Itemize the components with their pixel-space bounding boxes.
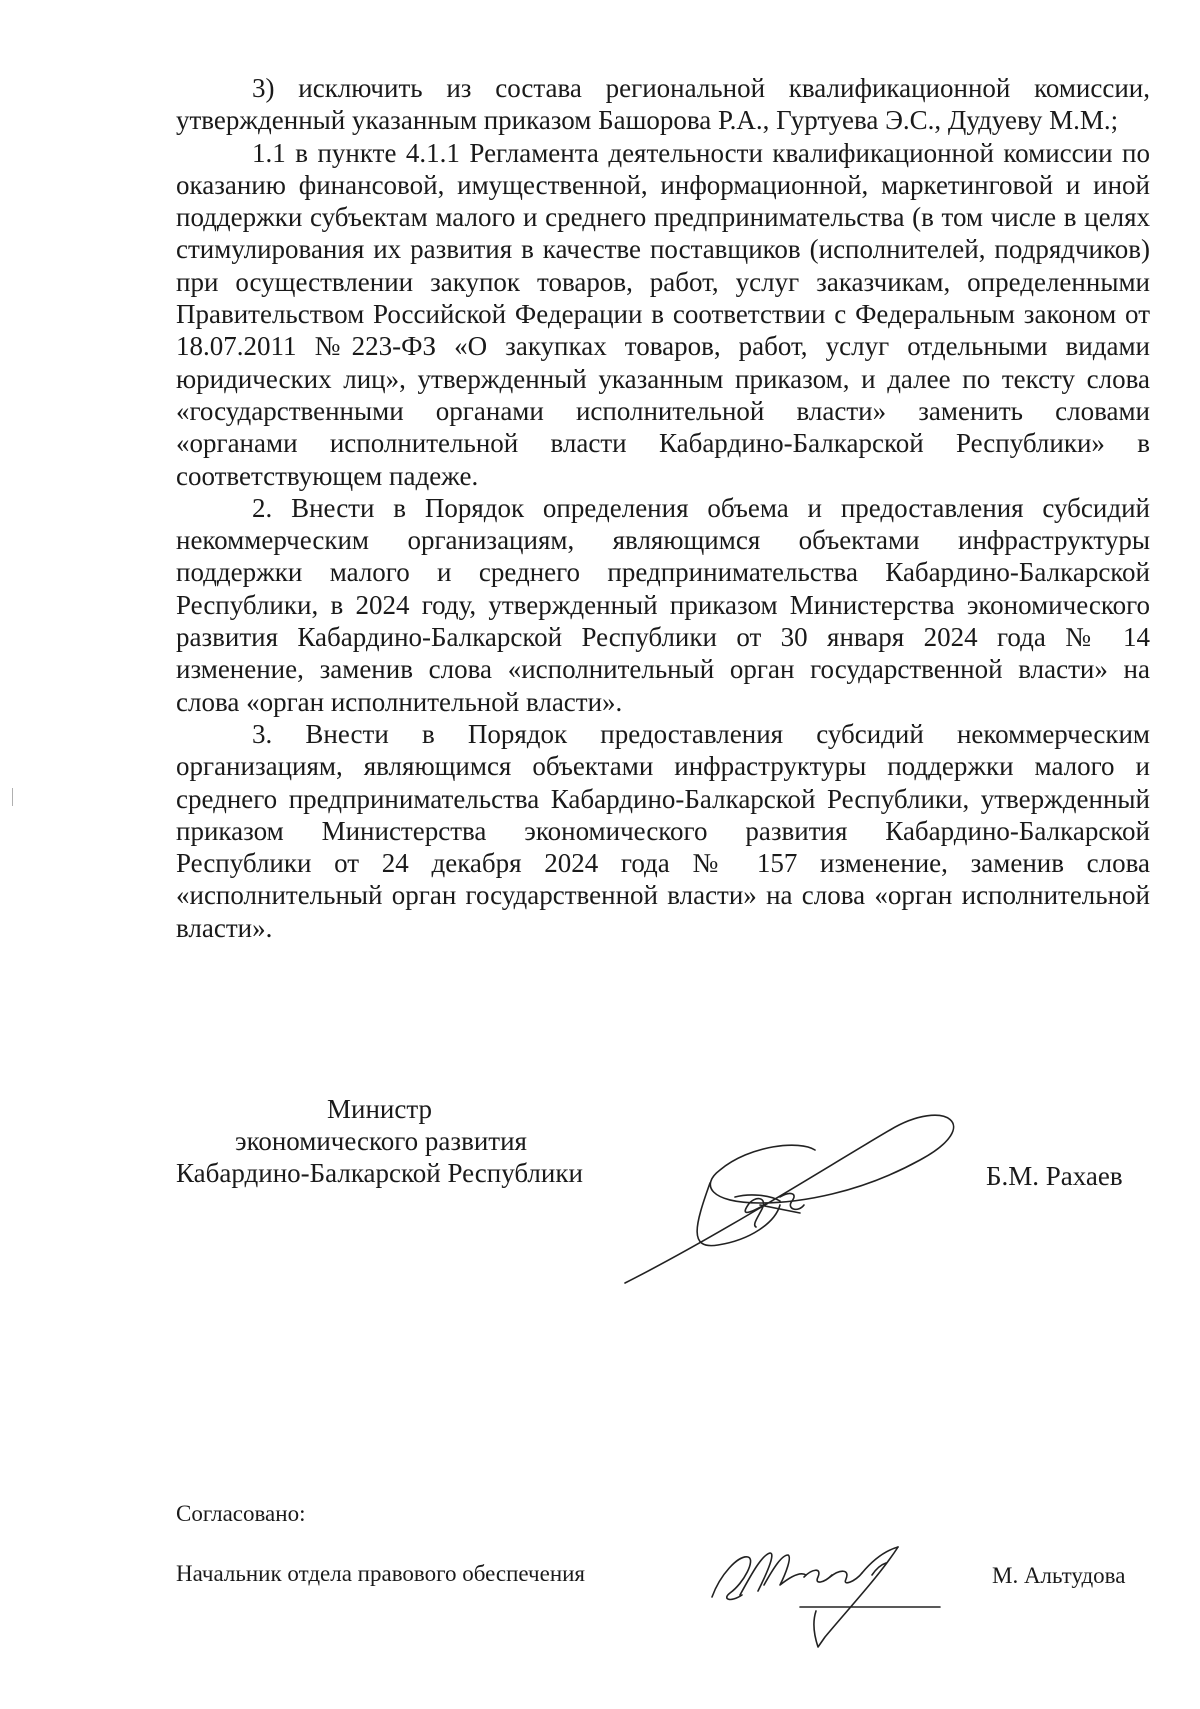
minister-title-line: Кабардино-Балкарской Республики xyxy=(176,1158,583,1188)
paragraph-subsidy-volume-procedure: 2. Внести в Порядок определения объема и предоставления субсидий некоммерческим организациям, являющимся объектами инфраструктуры поддержки малого и среднего предпринимательства Кабардино-Балкарской Республики, в 2024 году, утвержденный приказом Министерства экономического развития Кабардино-Балкарской Республики от 30 января 2024 года № 14 изменение, заменив слова «исполнительный орган государственной власти» на слова «орган исполнительной власти». xyxy=(176,492,1150,717)
approval-name: М. Альтудова xyxy=(992,1563,1126,1588)
minister-name: Б.М. Рахаев xyxy=(986,1161,1123,1191)
approver-signature xyxy=(700,1525,970,1665)
paragraph-subsidy-procedure: 3. Внести в Порядок предоставления субсидий некоммерческим организациям, являющимся объектами инфраструктуры поддержки малого и среднего предпринимательства Кабардино-Балкарской Республики, утвержденный приказом Министерства экономического развития Кабардино-Балкарской Республики от 24 декабря 2024 года № 157 изменение, заменив слова «исполнительный орган государственной власти» на слова «орган исполнительной власти». xyxy=(176,718,1150,943)
approval-role: Начальник отдела правового обеспечения xyxy=(176,1561,586,1586)
approval-label: Согласовано: xyxy=(176,1501,306,1526)
document-body xyxy=(176,72,1150,944)
minister-title xyxy=(176,1093,636,1189)
minister-signature xyxy=(600,1085,980,1315)
minister-title-line: экономического развития xyxy=(235,1126,527,1156)
scan-margin-mark xyxy=(12,788,13,806)
paragraph-exclusion: 3) исключить из состава региональной квалификационной комиссии, утвержденный указанным приказом Башорова Р.А., Гуртуева Э.С., Дудуеву М.М.; xyxy=(176,73,1150,136)
minister-title-line: Министр xyxy=(327,1094,432,1124)
paragraph-regulation-amendment: 1.1 в пункте 4.1.1 Регламента деятельности квалификационной комиссии по оказанию финансовой, имущественной, информационной, маркетинговой и иной поддержки субъектам малого и среднего предпринимательства (в том числе в целях стимулирования их развития в качестве поставщиков (исполнителей, подрядчиков) при осуществлении закупок товаров, работ, услуг заказчикам, определенными Правительством Российской Федерации в соответствии с Федеральным законом от 18.07.2011 №223-ФЗ «О закупках товаров, работ, услуг отдельными видами юридических лиц», утвержденный указанным приказом, и далее по тексту слова «государственными органами исполнительной власти» заменить словами «органами исполнительной власти Кабардино-Балкарской Республики» в соответствующем падеже. xyxy=(176,137,1150,491)
